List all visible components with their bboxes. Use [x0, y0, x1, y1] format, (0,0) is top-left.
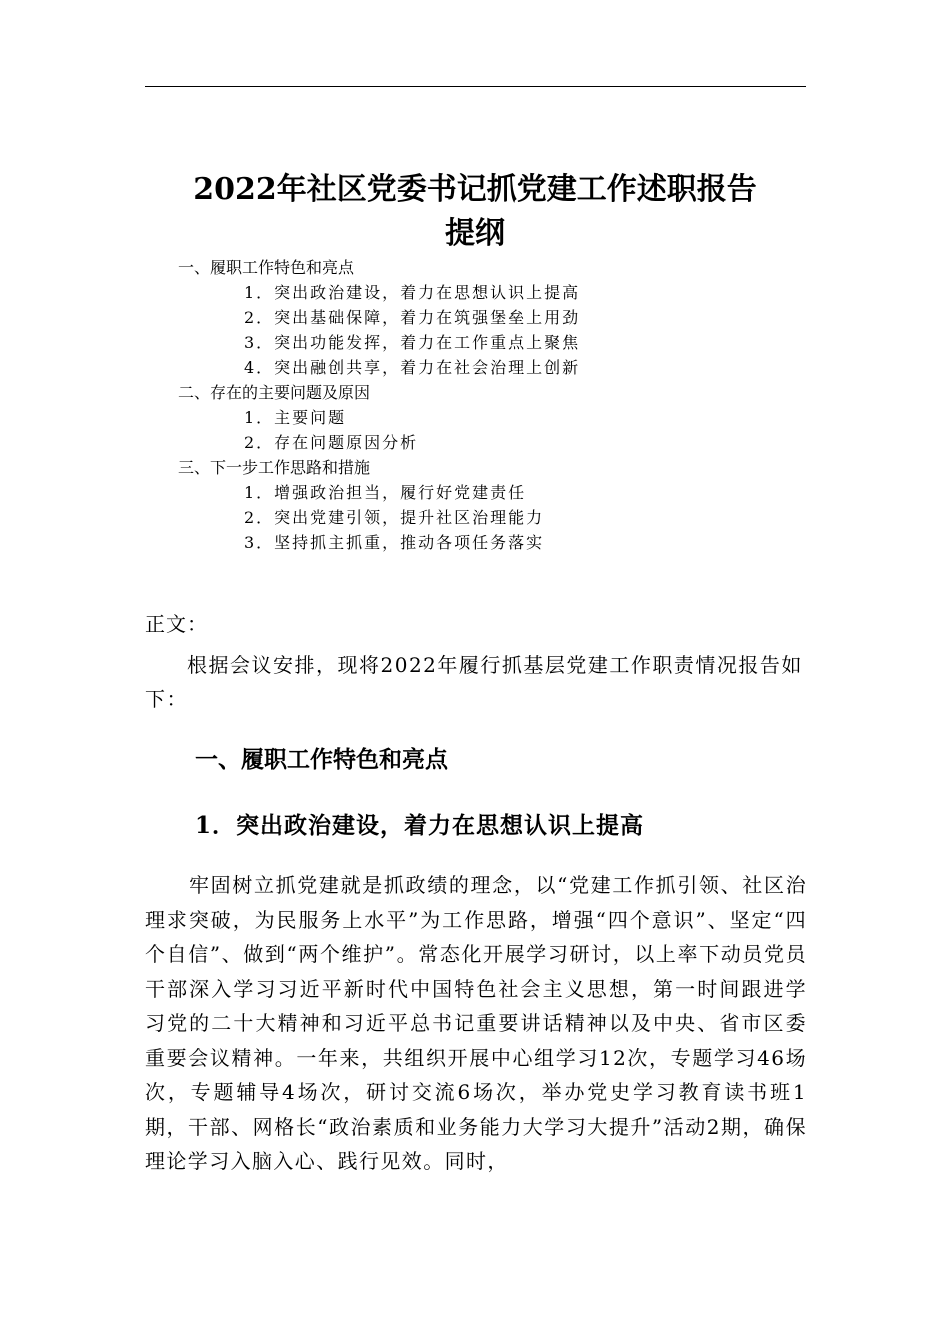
header-rule	[145, 86, 806, 87]
outline-item: 1．增强政治担当，履行好党建责任	[244, 483, 527, 502]
outline	[0, 255, 950, 555]
outline-item: 2．突出基础保障，着力在筑强堡垒上用劲	[244, 308, 581, 327]
outline-heading: 三、下一步工作思路和措施	[178, 458, 371, 477]
outline-item: 2．突出党建引领，提升社区治理能力	[244, 508, 545, 527]
outline-item: 4．突出融创共享，着力在社会治理上创新	[244, 358, 581, 377]
body-label: 正文：	[145, 612, 208, 636]
intro-paragraph: 根据会议安排，现将2022年履行抓基层党建工作职责情况报告如下：	[145, 653, 803, 711]
body-paragraph: 牢固树立抓党建就是抓政绩的理念，以“党建工作抓引领、社区治理求突破，为民服务上水平”为工作思路，增强“四个意识”、坚定“四个自信”、做到“两个维护”。常态化开展学习研讨，以上率下动员党员干部深入学习习近平新时代中国特色社会主义思想，第一时间跟进学习党的二十大精神和习近平总书记重要讲话精神以及中央、省市区委重要会议精神。一年来，共组织开展中心组学习12次，专题学习46场次，专题辅导4场次，研讨交流6场次，举办党史学习教育读书班1期，干部、网格长“政治素质和业务能力大学习大提升”活动2期，确保理论学习入脑入心、践行见效。同时，	[145, 873, 807, 1173]
outline-item: 3．坚持抓主抓重，推动各项任务落实	[244, 533, 545, 552]
outline-item: 1．主要问题	[244, 408, 347, 427]
section-heading: 一、履职工作特色和亮点	[195, 747, 448, 773]
outline-item: 2．存在问题原因分析	[244, 433, 419, 452]
outline-heading: 一、履职工作特色和亮点	[178, 258, 355, 277]
outline-item: 3．突出功能发挥，着力在工作重点上聚焦	[244, 333, 581, 352]
outline-heading: 二、存在的主要问题及原因	[178, 383, 371, 402]
document-title-line-2: 提纲	[445, 216, 505, 251]
subsection-heading: 1．突出政治建设，着力在思想认识上提高	[195, 812, 645, 839]
outline-item: 1．突出政治建设，着力在思想认识上提高	[244, 283, 581, 302]
document-title-line-1: 2022年社区党委书记抓党建工作述职报告	[193, 172, 757, 207]
